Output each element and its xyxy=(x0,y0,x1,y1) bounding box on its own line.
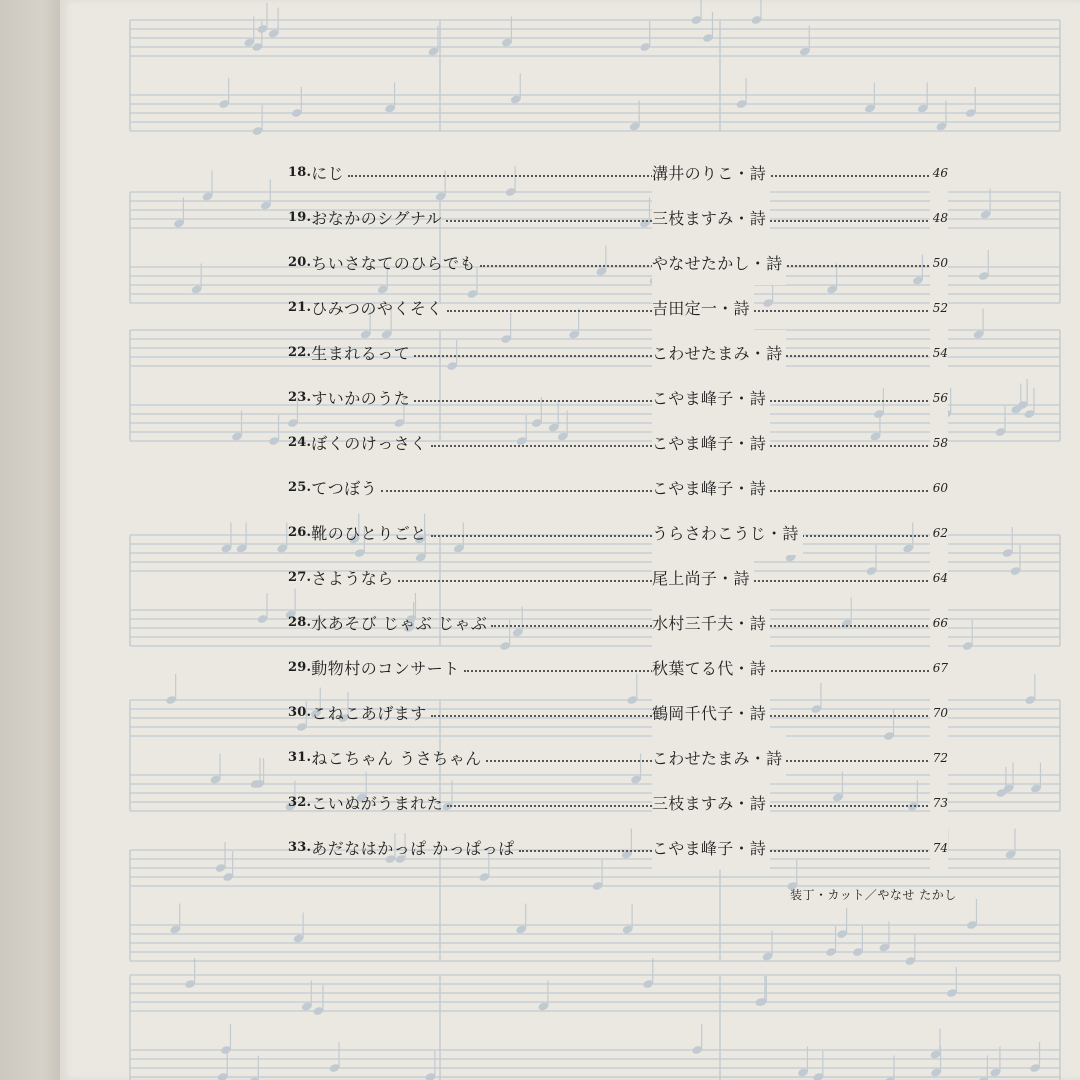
poet-credit: こわせたまみ・詩 xyxy=(652,330,786,375)
song-title: 水あそび じゃぶ じゃぶ xyxy=(311,614,488,633)
toc-entry[interactable] xyxy=(288,645,948,690)
song-title: てつぼう xyxy=(311,479,378,498)
poet-credit: こやま峰子・詩 xyxy=(652,825,770,870)
entry-number: 27. xyxy=(288,570,312,585)
entry-number: 25. xyxy=(288,480,312,495)
page-number: 62 xyxy=(930,510,948,555)
staff-system xyxy=(130,958,1060,1080)
page-number: 74 xyxy=(930,825,948,870)
entry-number: 33. xyxy=(288,840,312,855)
design-credit: 装丁・カット／やなせ たかし xyxy=(790,888,957,902)
toc-entry[interactable] xyxy=(288,825,948,870)
page-number: 54 xyxy=(930,330,948,375)
dot-leader xyxy=(348,174,944,177)
entry-number: 28. xyxy=(288,615,312,630)
entry-number: 24. xyxy=(288,435,312,450)
page-number: 52 xyxy=(930,285,948,330)
poet-credit: 溝井のりこ・詩 xyxy=(652,150,770,195)
book-page xyxy=(60,0,1080,1080)
song-title: さようなら xyxy=(311,569,394,588)
poet-credit: こわせたまみ・詩 xyxy=(652,735,786,780)
toc-entry[interactable] xyxy=(288,465,948,510)
toc-entry[interactable] xyxy=(288,555,948,600)
toc-entry[interactable] xyxy=(288,330,948,375)
page-number: 66 xyxy=(930,600,948,645)
toc-entry[interactable] xyxy=(288,600,948,645)
entry-number: 29. xyxy=(288,660,312,675)
page-number: 64 xyxy=(930,555,948,600)
song-title: すいかのうた xyxy=(311,389,411,408)
facing-page-edge xyxy=(0,0,60,1080)
page-number: 58 xyxy=(930,420,948,465)
song-title: ぼくのけっさく xyxy=(311,434,427,453)
poet-credit: 三枝ますみ・詩 xyxy=(652,780,770,825)
page-number: 46 xyxy=(930,150,948,195)
entry-number: 31. xyxy=(288,750,312,765)
toc-entry[interactable] xyxy=(288,735,948,780)
toc-entry[interactable] xyxy=(288,420,948,465)
poet-credit: 尾上尚子・詩 xyxy=(652,555,754,600)
poet-credit: 三枝ますみ・詩 xyxy=(652,195,770,240)
song-title: 動物村のコンサート xyxy=(311,659,460,678)
page-number: 73 xyxy=(930,780,948,825)
poet-credit: こやま峰子・詩 xyxy=(652,420,770,465)
poet-credit: 吉田定一・詩 xyxy=(652,285,754,330)
toc-entry[interactable] xyxy=(288,780,948,825)
song-title: ちいさなてのひらでも xyxy=(311,254,477,273)
toc-entry[interactable] xyxy=(288,375,948,420)
entry-number: 18. xyxy=(288,165,312,180)
toc-entry[interactable] xyxy=(288,690,948,735)
staff-system xyxy=(130,0,1060,136)
poet-credit: 水村三千夫・詩 xyxy=(652,600,770,645)
toc-entry[interactable] xyxy=(288,240,948,285)
entry-number: 30. xyxy=(288,705,312,720)
poet-credit: こやま峰子・詩 xyxy=(652,465,770,510)
entry-number: 32. xyxy=(288,795,312,810)
page-number: 70 xyxy=(930,690,948,735)
toc-entry[interactable] xyxy=(288,285,948,330)
song-title: にじ xyxy=(311,164,345,183)
song-title: こいぬがうまれた xyxy=(311,794,444,813)
toc-entry[interactable] xyxy=(288,510,948,555)
song-title: ひみつのやくそく xyxy=(311,299,443,318)
page-number: 72 xyxy=(930,735,948,780)
entry-number: 20. xyxy=(288,255,312,270)
entry-number: 19. xyxy=(288,210,312,225)
poet-credit: こやま峰子・詩 xyxy=(652,375,770,420)
song-title: あだなはかっぱ かっぱっぱ xyxy=(311,839,515,858)
song-title: 生まれるって xyxy=(311,344,411,363)
song-title: ねこちゃん うさちゃん xyxy=(311,749,482,768)
page-number: 67 xyxy=(930,645,948,690)
toc-entry[interactable] xyxy=(288,150,948,195)
poet-credit: やなせたかし・詩 xyxy=(652,240,786,285)
page-number: 50 xyxy=(930,240,948,285)
poet-credit: 鶴岡千代子・詩 xyxy=(652,690,770,735)
entry-number: 23. xyxy=(288,390,312,405)
page-number: 56 xyxy=(930,375,948,420)
song-title: こねこあげます xyxy=(311,704,427,723)
poet-credit: 秋葉てる代・詩 xyxy=(652,645,770,690)
entry-number: 21. xyxy=(288,300,312,315)
page-number: 48 xyxy=(930,195,948,240)
entry-number: 26. xyxy=(288,525,312,540)
song-title: おなかのシグナル xyxy=(311,209,443,228)
page-number: 60 xyxy=(930,465,948,510)
poet-credit: うらさわこうじ・詩 xyxy=(652,510,803,555)
toc-entry[interactable] xyxy=(288,195,948,240)
table-of-contents xyxy=(288,150,948,870)
entry-number: 22. xyxy=(288,345,312,360)
song-title: 靴のひとりごと xyxy=(311,524,427,543)
